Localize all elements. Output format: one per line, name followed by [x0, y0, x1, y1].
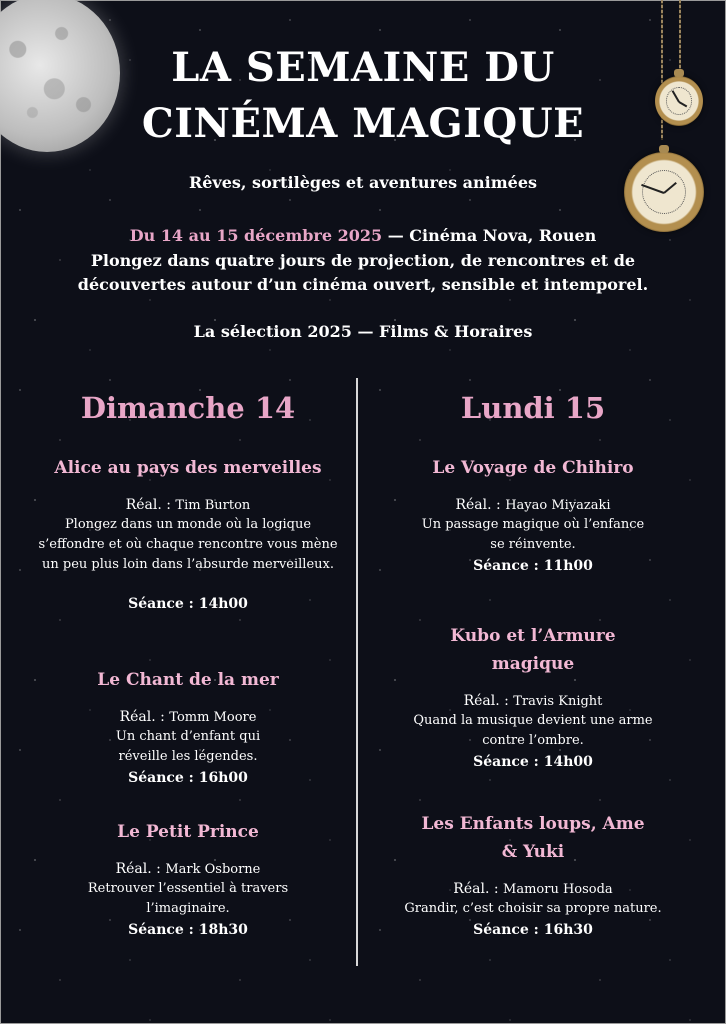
event-venue: — Cinéma Nova, Rouen: [382, 226, 597, 245]
director-label: Réal. :: [463, 693, 514, 709]
film-showtime: [373, 751, 693, 773]
film-showtime: [28, 767, 348, 789]
director-label: Réal. :: [119, 709, 170, 725]
event-dates-venue: [0, 226, 726, 245]
day-column-sunday: [28, 386, 348, 938]
film-showtime: [28, 593, 348, 615]
film-title: Alice au pays des merveilles: [54, 458, 322, 478]
film-showtime: [28, 919, 348, 941]
film-director: [373, 496, 693, 515]
film-title: Kubo et l’Armure magique: [450, 626, 616, 674]
film-card: [28, 666, 348, 789]
director-name: Mark Osborne: [165, 862, 261, 877]
film-card: [28, 818, 348, 941]
film-description: Un chant d’enfant qui réveille les légendes.: [115, 729, 261, 764]
film-title: Les Enfants loups, Ame & Yuki: [421, 814, 645, 862]
film-title: Le Petit Prince: [117, 822, 259, 842]
showtime: 16h00: [198, 770, 248, 786]
page-title-line2: CINÉMA MAGIQUE: [141, 100, 585, 147]
director-label: Réal. :: [453, 881, 504, 897]
event-dates: Du 14 au 15 décembre 2025: [129, 226, 383, 245]
showtime: 18h30: [198, 922, 248, 938]
film-description: Retrouver l’essentiel à travers l’imaginaire.: [87, 881, 289, 916]
seance-label: Séance :: [128, 596, 199, 612]
showtime: 16h30: [543, 922, 593, 938]
seance-label: Séance :: [473, 922, 544, 938]
film-card: [373, 454, 693, 577]
director-name: Tomm Moore: [169, 710, 257, 725]
page-subtitle: Rêves, sortilèges et aventures animées: [188, 173, 538, 192]
seance-label: Séance :: [128, 770, 199, 786]
film-director: [373, 692, 693, 711]
film-director: [28, 708, 348, 727]
film-showtime: [373, 919, 693, 941]
day-heading: Lundi 15: [460, 391, 606, 425]
film-director: [373, 880, 693, 899]
selection-heading: La sélection 2025 — Films & Horaires: [193, 322, 533, 341]
film-description: Grandir, c’est choisir sa propre nature.: [404, 901, 662, 916]
seance-label: Séance :: [128, 922, 199, 938]
film-description: Plongez dans un monde où la logique s’effondre et où chaque rencontre vous mène un peu plus loin dans l’absurde merveilleux.: [38, 517, 338, 572]
showtime: 14h00: [198, 596, 248, 612]
showtime: 11h00: [543, 558, 593, 574]
film-director: [28, 496, 348, 515]
film-title: Le Chant de la mer: [97, 670, 279, 690]
film-director: [28, 860, 348, 879]
pocket-watch-icon: [624, 152, 704, 232]
director-name: Travis Knight: [513, 694, 603, 709]
film-card: [28, 454, 348, 615]
page-title-line1: LA SEMAINE DU: [171, 44, 555, 91]
seance-label: Séance :: [473, 558, 544, 574]
director-name: Mamoru Hosoda: [503, 882, 613, 897]
director-label: Réal. :: [455, 497, 506, 513]
showtime: 14h00: [543, 754, 593, 770]
film-card: [373, 622, 693, 773]
intro-text: Plongez dans quatre jours de projection, de rencontres et de découvertes autour d’un cinéma ouvert, sensible et intemporel.: [77, 251, 649, 294]
film-card: [373, 810, 693, 941]
director-label: Réal. :: [125, 497, 176, 513]
column-divider: [356, 378, 358, 966]
director-label: Réal. :: [115, 861, 166, 877]
day-column-monday: [373, 386, 693, 938]
film-showtime: [373, 555, 693, 577]
director-name: Tim Burton: [175, 498, 251, 513]
day-heading: Dimanche 14: [80, 391, 296, 425]
film-description: Quand la musique devient une arme contre l’ombre.: [413, 713, 653, 748]
director-name: Hayao Miyazaki: [505, 498, 611, 513]
film-title: Le Voyage de Chihiro: [432, 458, 634, 478]
film-description: Un passage magique où l’enfance se réinvente.: [421, 517, 645, 552]
seance-label: Séance :: [473, 754, 544, 770]
